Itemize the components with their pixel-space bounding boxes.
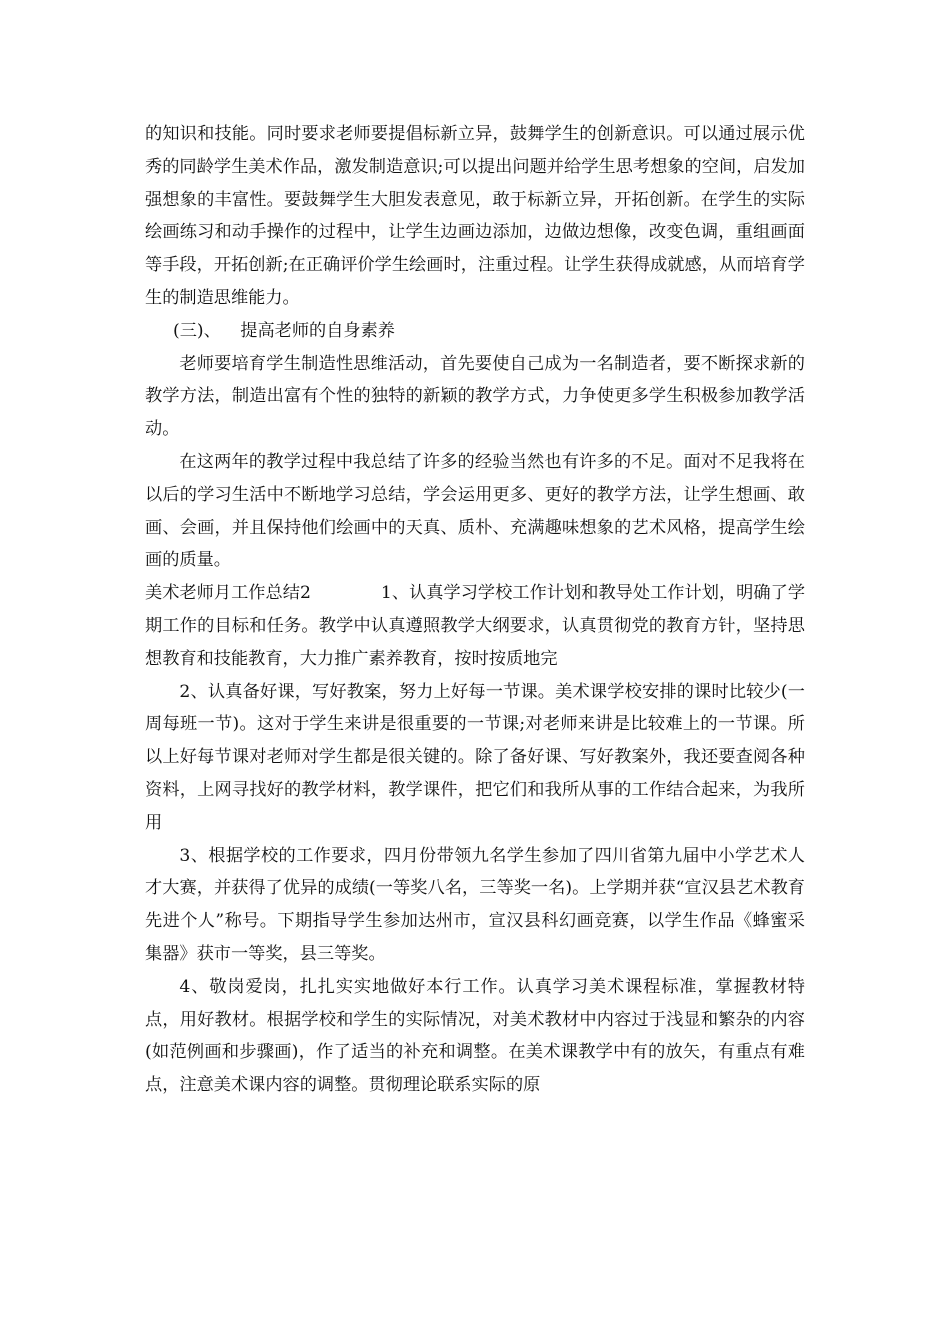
paragraph-item-2: 2、认真备好课，写好教案，努力上好每一节课。美术课学校安排的课时比较少(一周每班一节)。这对于学生来讲是很重要的一节课;对老师来讲是比较难上的一节课。所以上好每节课对老师对学生都是很关键的。除了备好课、写好教案外，我还要查阅各种资料，上网寻找好的教学材料，教学课件，把它们和我所从事的工作结合起来，为我所用: [145, 681, 805, 833]
paragraph-section2-intro: [145, 577, 805, 675]
paragraph-item-1: 1、认真学习学校工作计划和教导处工作计划，明确了学期工作的目标和任务。教学中认真遵照教学大纲要求，认真贯彻党的教育方针，坚持思想教育和技能教育，大力推广素养教育，按时按质地完: [145, 583, 806, 669]
paragraph-item-4: 4、敬岗爱岗，扎扎实实地做好本行工作。认真学习美术课程标准，掌握教材特点，用好教材。根据学校和学生的实际情况，对美术教材中内容过于浅显和繁杂的内容(如范例画和步骤画)，作了适当的补充和调整。在美术课教学中有的放矢，有重点有难点，注意美术课内容的调整。贯彻理论联系实际的原: [145, 976, 805, 1096]
paragraph-item-3: 3、根据学校的工作要求，四月份带领九名学生参加了四川省第九届中小学艺术人才大赛，并获得了优异的成绩(一等奖八名，三等奖一名)。上学期并获“宣汉县艺术教育先进个人”称号。下期指导学生参加达州市，宣汉县科幻画竞赛，以学生作品《蜂蜜采集器》获市一等奖，县三等奖。: [145, 845, 805, 964]
section-heading-3: [145, 315, 805, 348]
paragraph-summary-reflection: 在这两年的教学过程中我总结了许多的经验当然也有许多的不足。面对不足我将在以后的学习生活中不断地学习总结，学会运用更多、更好的教学方法，让学生想画、敢画、会画，并且保持他们绘画中的天真、质朴、充满趣味想象的艺术风格，提高学生绘画的质量。: [145, 451, 805, 571]
paragraph-teacher-quality: 老师要培育学生制造性思维活动，首先要使自己成为一名制造者，要不断探求新的教学方法，制造出富有个性的独特的新颖的教学方式，力争使更多学生积极参加教学活动。: [145, 353, 805, 440]
section-heading-number: (三)、: [173, 320, 221, 341]
paragraph-innovation: 的知识和技能。同时要求老师要提倡标新立异，鼓舞学生的创新意识。可以通过展示优秀的同龄学生美术作品，激发制造意识;可以提出问题并给学生思考想象的空间，启发加强想象的丰富性。要鼓舞学生大胆发表意见，敢于标新立异，开拓创新。在学生的实际绘画练习和动手操作的过程中，让学生边画边添加，边做边想像，改变色调，重组画面等手段，开拓创新;在正确评价学生绘画时，注重过程。让学生获得成就感，从而培育学生的制造思维能力。: [145, 124, 805, 308]
document-page: [145, 118, 805, 1102]
section2-title: 美术老师月工作总结2: [145, 583, 311, 604]
section-heading-text: 提高老师的自身素养: [240, 320, 395, 341]
